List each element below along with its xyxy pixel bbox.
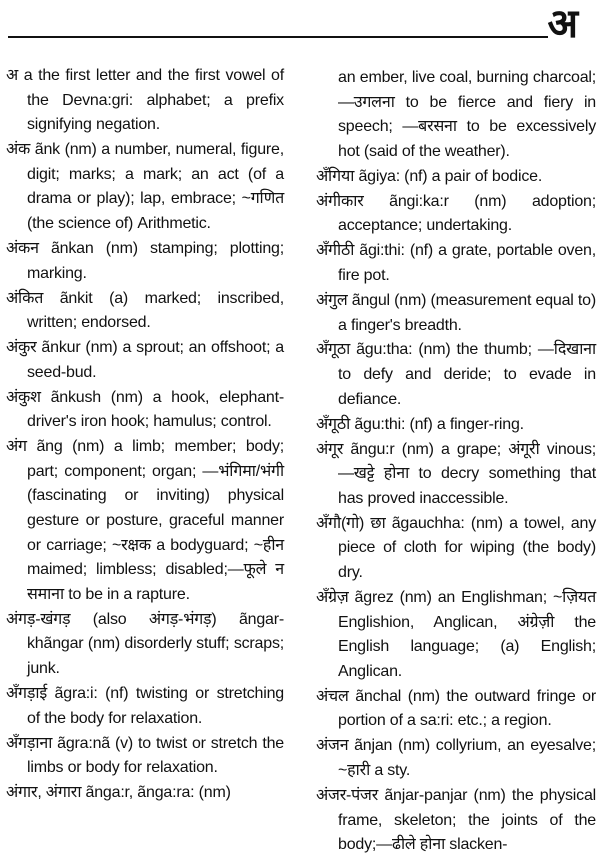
dictionary-entry: अँगड़ाना ãgra:nã (v) to twist or stretch the limbs or body for relaxation. xyxy=(6,734,284,777)
right-column xyxy=(316,66,596,858)
dictionary-entry: अंग ãng (nm) a limb; member; body; part; component; organ; —भंगिमा/भंगी (fascinating or inviting) physical gesture or posture, graceful manner or carriage; ~रक्षक a bodyguard; ~हीन maimed; limbless; disabled;—फूले न समाना to be in a rapture. xyxy=(6,438,284,603)
dictionary-entry: अंजन ãnjan (nm) collyrium, an eyesalve; ~हारी a sty. xyxy=(316,737,596,779)
dictionary-entry: अंकन ãnkan (nm) stamping; plotting; marking. xyxy=(6,239,284,282)
dictionary-entry: अंगूर ãngu:r (nm) a grape; अंगूरी vinous; —खट्टे होना to decry something that has proved inaccessible. xyxy=(316,440,596,507)
dictionary-entry: अँगूठी ãgu:thi: (nf) a finger-ring. xyxy=(316,415,524,433)
dictionary-entry: अंगुल ãngul (nm) (measurement equal to) a finger's breadth. xyxy=(316,291,596,334)
dictionary-entry: अंक ãnk (nm) a number, numeral, figure, digit; marks; a mark; an act (of a drama or play); lap, embrace; ~गणित (the science of) Arithmetic. xyxy=(6,141,284,232)
dictionary-entry: अँगड़ाई ãgra:i: (nf) twisting or stretching of the body for relaxation. xyxy=(6,684,284,727)
dictionary-entry: अँगूठा ãgu:tha: (nm) the thumb; —दिखाना to defy and deride; to evade in defiance. xyxy=(316,341,596,408)
left-column xyxy=(6,64,284,806)
dictionary-entry: अंगड़-खंगड़ (also अंगड़-भंगड़) ãngar-khãngar (nm) disorderly stuff; scraps; junk. xyxy=(6,610,284,677)
header-rule xyxy=(8,36,548,38)
dictionary-entry: अंगीकार ãngi:ka:r (nm) adoption; acceptance; undertaking. xyxy=(316,192,596,235)
dictionary-entry: अंकित ãnkit (a) marked; inscribed, written; endorsed. xyxy=(6,289,284,332)
page-header-letter: अ xyxy=(547,1,578,47)
dictionary-entry: अंचल ãnchal (nm) the outward fringe or portion of a sa:ri: etc.; a region. xyxy=(316,687,596,730)
dictionary-entry: अंकुर ãnkur (nm) a sprout; an offshoot; a seed-bud. xyxy=(6,339,284,381)
dictionary-entry: अ a the first letter and the first vowel of the Devna:gri: alphabet; a prefix signifying negation. xyxy=(6,67,284,134)
dictionary-entry: अंजर-पंजर ãnjar-panjar (nm) the physical frame, skeleton; the joints of the body;—ढीले होना slacken- xyxy=(316,786,596,854)
dictionary-entry-continuation: an ember, live coal, burning charcoal; —उगलना to be fierce and fiery in speech; —बरसना to be excessively hot (said of the weather). xyxy=(338,69,596,160)
dictionary-entry: अंकुश ãnkush (nm) a hook, elephant-driver's iron hook; hamulus; control. xyxy=(6,388,284,431)
dictionary-entry: अँगौ(गो) छा ãgauchha: (nm) a towel, any piece of cloth for wiping (the body) dry. xyxy=(316,514,596,581)
dictionary-entry: अँग्रेज़ ãgrez (nm) an Englishman; ~ज़ियत Englishion, Anglican, अंग्रेज़ी the English language; (a) English; Anglican. xyxy=(316,588,596,680)
dictionary-entry: अँगीठी ãgi:thi: (nf) a grate, portable oven, fire pot. xyxy=(316,242,596,284)
dictionary-entry: अँगिया ãgiya: (nf) a pair of bodice. xyxy=(316,167,543,185)
dictionary-entry: अंगार, अंगारा ãnga:r, ãnga:ra: (nm) xyxy=(6,784,231,802)
